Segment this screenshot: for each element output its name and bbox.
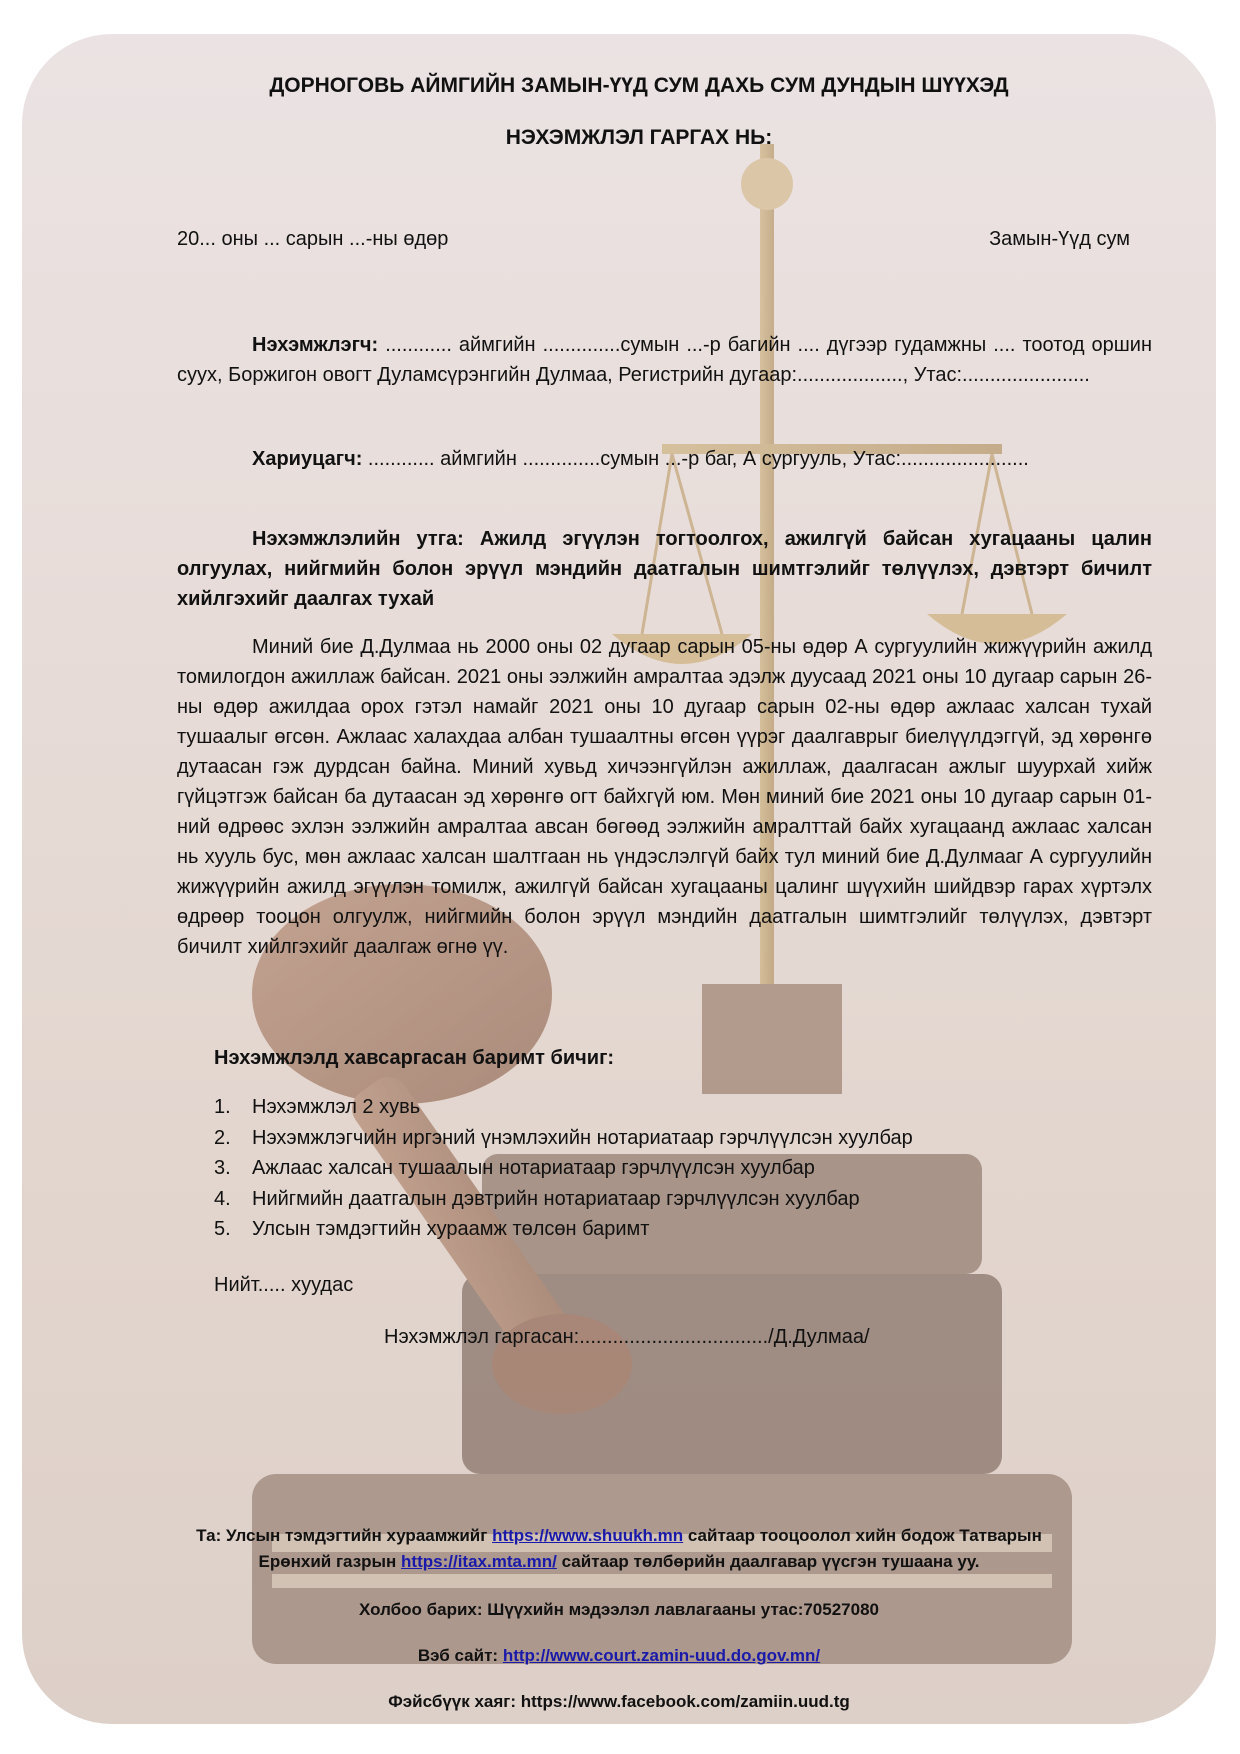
fee-note-line-1: Та: Улсын тэмдэгтийн хураамжийг https://www.shuukh.mn сайтаар тооцоолол хийн бодож Татварын (196, 1526, 1042, 1545)
place-name: Замын-Үүд сум (989, 228, 1130, 250)
defendant-details: ............ аймгийн ..............сумын ...-р баг, А сургууль, Утас:....................... (362, 448, 1029, 470)
signature-line: Нэхэмжлэл гаргасан:................................../Д.Дулмаа/ (384, 1326, 870, 1348)
court-website-link[interactable]: http://www.court.zamin-uud.do.gov.mn/ (502, 1646, 821, 1665)
claim-body: Миний бие Д.Дулмаа нь 2000 оны 02 дугаар сарын 05-ны өдөр А сургуулийн жижүүрийн ажилд томилогдон ажиллаж байсан. 2021 оны ээлжийн амралтаа эдэлж дуусаад 2021 оны 10 дугаар сарын 26-ны өдөр ажилдаа орох гэтэл намайг 2021 оны 10 дугаар сарын 02-ны өдөр ажлаас халсан тухай тушаалыг өгсөн. Ажлаас халахдаа албан тушаалтны өгсөн үүрэг даалгаврыг биелүүлдэггүй, эд хөрөнгө дутаасан гэж дурдсан байна. Миний хувьд хичээнгүйлэн ажиллаж, даалгасан ажлыг шуурхай хийж гүйцэтгэж байсан ба дутаасан эд хөрөнгө огт байхгүй юм. Мөн миний бие 2021 оны 10 дугаар сарын 01-ний өдрөөс эхлэн ээлжийн амралтаа авсан бөгөөд ээлжийн амралттай байх хугацаанд ажлаас халсан нь хууль бус, мөн ажлаас халсан шалтгаан нь үндэслэлгүй байх тул миний бие Д.Дулмааг А сургуулийн жижүүрийн ажилд эгүүлэн томилж, ажилгүй байсан хугацааны цалинг шүүхийн шийдвэр гарах хүртэлх өдрөөр тооцон олгуулж, нийгмийн болон эрүүл мэндийн даатгалын шимтгэлийг төлүүлэх, дэвтэрт бичилт хийлгэхийг даалгаж өгнө үү. (177, 636, 1152, 958)
plaintiff-label: Нэхэмжлэгч: (252, 334, 379, 356)
document-title: НЭХЭМЖЛЭЛ ГАРГАХ НЬ: (505, 126, 773, 149)
plaintiff-details: ............ аймгийн ..............сумын ...-р багийн .... дүгээр гудамжны .... тоотод оршин суух, Боржигон овогт Дуламсүрэнгийн Дулмаа, Регистрийн дугаар:..................., Утас:....................... (177, 334, 1152, 386)
attachments-list (214, 1092, 913, 1245)
document-page (22, 34, 1216, 1724)
claim-subject: Нэхэмжлэлийн утга: Ажилд эгүүлэн тогтоолгох, ажилгүй байсан хугацааны цалин олгуулах, нийгмийн болон эрүүл мэндийн даатгалын шимтгэлийг төлүүлэх, дэвтэрт бичилт хийлгэхийг даалгах тухай (177, 528, 1152, 610)
shuukh-link[interactable]: https://www.shuukh.mn (492, 1526, 684, 1545)
defendant-paragraph (177, 444, 1152, 474)
list-item: 3. Ажлаас халсан тушаалын нотариатаар гэрчлүүлсэн хуулбар (214, 1157, 815, 1179)
contact-line: Холбоо барих: Шүүхийн мэдээлэл лавлагааны утас:70527080 (359, 1600, 879, 1619)
list-item: 4. Нийгмийн даатгалын дэвтрийн нотариатаар гэрчлүүлсэн хуулбар (214, 1187, 860, 1210)
defendant-label: Хариуцагч: (252, 448, 363, 470)
total-pages: Нийт..... хуудас (214, 1274, 354, 1296)
date-line: 20... оны ... сарын ...-ны өдөр (177, 228, 449, 250)
website-line: Вэб сайт: http://www.court.zamin-uud.do.gov.mn/ (417, 1646, 821, 1665)
attachments-title: Нэхэмжлэлд хавсаргасан баримт бичиг: (214, 1047, 615, 1069)
list-item: 1. Нэхэмжлэл 2 хувь (214, 1096, 421, 1118)
court-heading: ДОРНОГОВЬ АЙМГИЙН ЗАМЫН-ҮҮД СУМ ДАХЬ СУМ ДУНДЫН ШҮҮХЭД (269, 74, 1009, 97)
fee-note-line-2: Ерөнхий газрын https://itax.mta.mn/ сайтаар төлбөрийн даалгавар үүсгэн тушаана уу. (258, 1552, 980, 1571)
plaintiff-paragraph (177, 330, 1152, 390)
facebook-line: Фэйсбүүк хаяг: https://www.facebook.com/zamiin.uud.tg (388, 1692, 850, 1711)
list-item: 2. Нэхэмжлэгчийн иргэний үнэмлэхийн нотариатаар гэрчлүүлсэн хуулбар (214, 1126, 913, 1149)
list-item: 5. Улсын тэмдэгтийн хураамж төлсөн баримт (214, 1218, 650, 1240)
itax-link[interactable]: https://itax.mta.mn/ (401, 1552, 557, 1571)
